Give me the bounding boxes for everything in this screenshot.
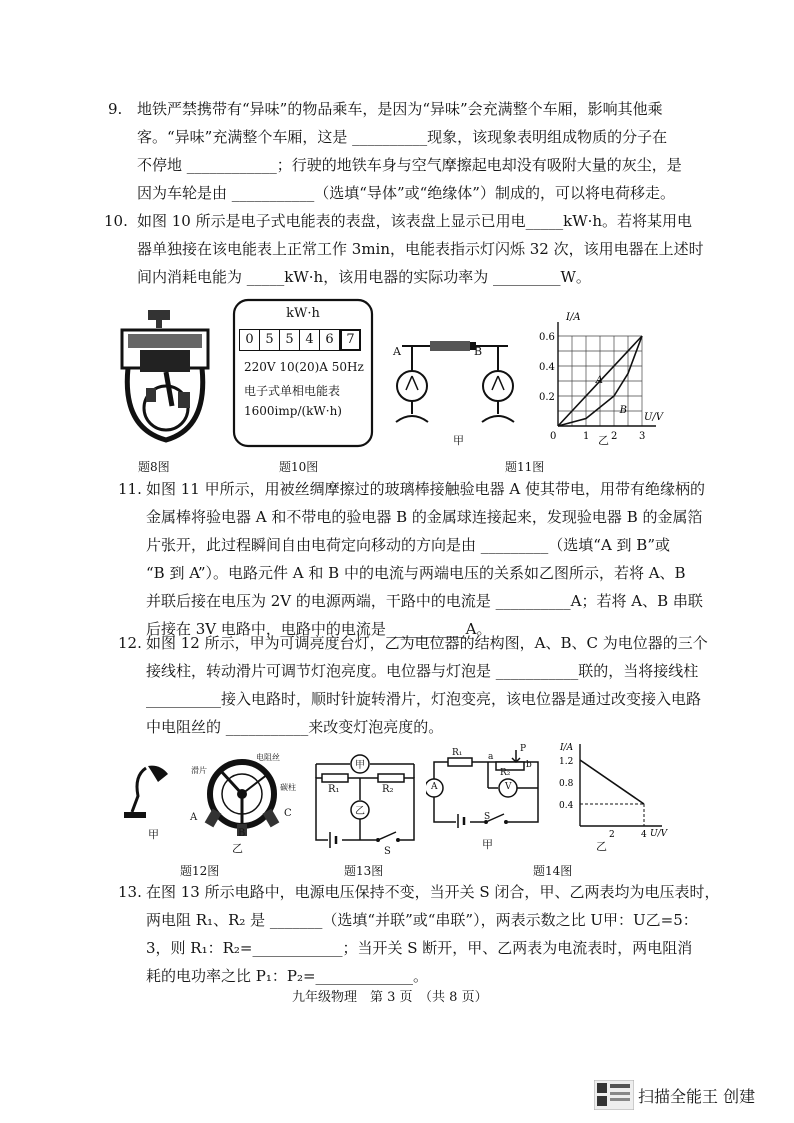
potentiometer-wire-label: 电阻丝 bbox=[256, 753, 280, 762]
subfigure-label: 乙 bbox=[598, 434, 609, 447]
iu-chart-fig11 bbox=[536, 308, 668, 450]
question-line: 如图 10 所示是电子式电能表的表盘，该表盘上显示已用电_____kW·h。若将某用电 bbox=[137, 212, 693, 230]
meter-digit: 4 bbox=[300, 329, 320, 351]
resistor-r2-label: R₂ bbox=[500, 768, 511, 778]
question-line: “B 到 A”）。电路元件 A 和 B 中的电流与两端电压的关系如乙图所示，若将 A、B bbox=[146, 564, 686, 582]
question-line: 不停地 ____________；行驶的地铁车身与空气摩擦起电却没有吸附大量的灰尘，是 bbox=[137, 156, 682, 174]
subfigure-label: 甲 bbox=[148, 828, 159, 841]
figure-caption: 题8图 bbox=[138, 460, 170, 474]
figure-caption: 题13图 bbox=[344, 864, 384, 878]
meter-unit: kW·h bbox=[286, 306, 320, 321]
electroscope-figure bbox=[390, 330, 520, 440]
meter-impulse: 1600imp/(kW·h) bbox=[244, 404, 342, 418]
figure-caption: 题10图 bbox=[279, 460, 319, 474]
circuit-figure-13 bbox=[312, 752, 420, 852]
question-line: 地铁严禁携带有“异味”的物品乘车，是因为“异味”会充满整个车厢，影响其他乘 bbox=[137, 100, 663, 118]
meter-display bbox=[239, 329, 361, 351]
electroscope-label-a: A bbox=[393, 345, 401, 358]
terminal-a-label: A bbox=[190, 812, 198, 823]
resistor-r2-label: R₂ bbox=[382, 784, 394, 795]
qr-code-icon bbox=[594, 1080, 634, 1110]
resistor-r1-label: R₁ bbox=[328, 784, 340, 795]
x-tick-label: 1 bbox=[583, 431, 590, 442]
engine-figure bbox=[118, 308, 213, 448]
x-tick-label: 0 bbox=[550, 431, 557, 442]
meter-yi-label: 乙 bbox=[355, 806, 365, 817]
y-tick-label: 0.4 bbox=[539, 362, 555, 373]
question-line: 3，则 R₁：R₂=____________；当开关 S 断开，甲、乙两表为电流表时，两电阻消 bbox=[146, 939, 693, 957]
switch-label: S bbox=[384, 846, 391, 857]
meter-spec: 220V 10(20)A 50Hz bbox=[244, 360, 364, 374]
x-axis-label: U/V bbox=[644, 412, 664, 423]
question-line: 接线柱，转动滑片可调节灯泡亮度。电位器与灯泡是 ___________联的，当将接线柱 bbox=[146, 662, 699, 680]
terminal-c-label: C bbox=[284, 808, 292, 819]
meter-digit-decimal: 7 bbox=[340, 329, 361, 351]
question-number: 10. bbox=[104, 212, 128, 230]
x-tick-label: 2 bbox=[609, 830, 615, 840]
question-line: __________接入电路时，顺时针旋转滑片，灯泡变亮，该电位器是通过改变接入电路 bbox=[146, 690, 702, 708]
question-number: 9. bbox=[108, 100, 123, 118]
question-line: 在图 13 所示电路中，电源电压保持不变，当开关 S 闭合，甲、乙两表均为电压表时， bbox=[146, 883, 720, 901]
y-tick-label: 0.2 bbox=[539, 392, 555, 403]
question-line: 耗的电功率之比 P₁：P₂=_____________。 bbox=[146, 967, 429, 985]
question-number: 12. bbox=[118, 634, 142, 652]
meter-digit: 5 bbox=[280, 329, 300, 351]
electroscope-label-b: B bbox=[474, 345, 483, 358]
lamp-figure bbox=[124, 762, 184, 822]
question-line: 后接在 3V 电路中，电路中的电流是 __________A。 bbox=[146, 620, 492, 638]
x-tick-label: 4 bbox=[641, 830, 647, 840]
meter-digit: 5 bbox=[260, 329, 280, 351]
y-tick-label: 1.2 bbox=[559, 757, 574, 767]
question-line: 客。“异味”充满整个车厢，这是 __________现象，该现象表明组成物质的分子在 bbox=[137, 128, 668, 146]
ammeter-label: A bbox=[431, 782, 438, 792]
y-axis-label: I/A bbox=[566, 312, 581, 323]
series-label-a: A bbox=[595, 375, 604, 386]
question-line: 如图 11 甲所示，用被丝绸摩擦过的玻璃棒接触验电器 A 使其带电，用带有绝缘柄的 bbox=[146, 480, 705, 498]
question-number: 13. bbox=[118, 883, 142, 901]
slider-p-label: P bbox=[520, 744, 527, 754]
question-line: 金属棒将验电器 A 和不带电的验电器 B 的金属球连接起来，发现验电器 B 的金属箔 bbox=[146, 508, 703, 526]
question-line: 如图 12 所示，甲为可调亮度台灯，乙为电位器的结构图，A、B、C 为电位器的三个 bbox=[146, 634, 708, 652]
voltmeter-label: V bbox=[505, 782, 512, 792]
terminal-b-label: B bbox=[238, 828, 246, 839]
subfigure-label: 甲 bbox=[453, 434, 464, 447]
potentiometer-slider-label: 滑片 bbox=[191, 766, 207, 775]
meter-type: 电子式单相电能表 bbox=[244, 384, 341, 398]
question-line: 因为车轮是由 ___________（选填“导体”或“绝缘体”）制成的，可以将电荷移走。 bbox=[137, 184, 675, 202]
y-tick-label: 0.8 bbox=[559, 779, 574, 789]
y-tick-label: 0.6 bbox=[539, 332, 555, 343]
switch-label: S bbox=[484, 812, 491, 822]
meter-digit: 0 bbox=[239, 329, 260, 351]
potentiometer-carbon-label: 碳柱 bbox=[280, 783, 296, 792]
page-footer: 九年级物理 第 3 页 （共 8 页） bbox=[292, 990, 488, 1005]
question-line: 间内消耗电能为 _____kW·h，该用电器的实际功率为 _________W。 bbox=[137, 268, 591, 286]
subfigure-label: 乙 bbox=[596, 840, 607, 853]
point-b-label: b bbox=[526, 760, 532, 770]
y-axis-label: I/A bbox=[560, 743, 574, 753]
series-label-b: B bbox=[619, 405, 627, 416]
meter-jia-label: 甲 bbox=[355, 760, 365, 771]
point-a-label: a bbox=[488, 752, 494, 762]
figure-caption: 题14图 bbox=[533, 864, 573, 878]
question-line: 器单独接在该电能表上正常工作 3min，电能表指示灯闪烁 32 次，该用电器在上述时 bbox=[137, 240, 704, 258]
meter-figure bbox=[232, 298, 374, 448]
figure-caption: 题12图 bbox=[180, 864, 220, 878]
subfigure-label: 乙 bbox=[232, 842, 243, 855]
question-line: 两电阻 R₁、R₂ 是 _______（选填“并联”或“串联”），两表示数之比 U甲：U乙=5： bbox=[146, 911, 698, 929]
subfigure-label: 甲 bbox=[482, 838, 493, 851]
y-tick-label: 0.4 bbox=[559, 801, 574, 811]
iu-chart-fig14 bbox=[558, 740, 672, 840]
x-tick-label: 2 bbox=[611, 431, 618, 442]
figure-caption: 题11图 bbox=[505, 460, 545, 474]
x-axis-label: U/V bbox=[650, 829, 668, 839]
question-line: 中电阻丝的 ___________来改变灯泡亮度的。 bbox=[146, 718, 444, 736]
scanner-watermark: 扫描全能王 创建 bbox=[638, 1087, 756, 1106]
question-line: 并联后接在电压为 2V 的电源两端，干路中的电流是 __________A；若将 A、B 串联 bbox=[146, 592, 703, 610]
question-number: 11. bbox=[118, 480, 142, 498]
series-line bbox=[580, 760, 644, 804]
meter-digit: 6 bbox=[320, 329, 340, 351]
question-line: 片张开，此过程瞬间自由电荷定向移动的方向是由 _________（选填“A 到 B”或 bbox=[146, 536, 670, 554]
x-tick-label: 3 bbox=[639, 431, 646, 442]
resistor-r1-label: R₁ bbox=[452, 748, 463, 758]
